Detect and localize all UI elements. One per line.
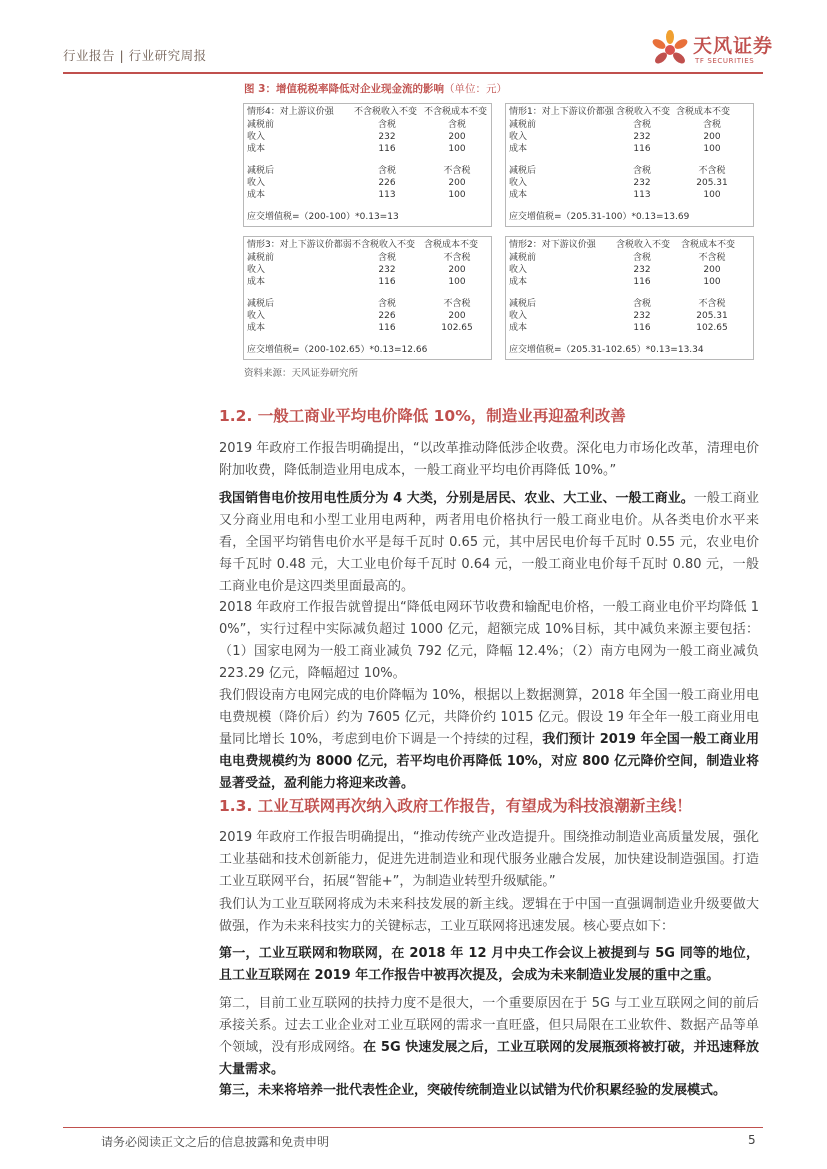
panel-formula: 应交增值税=（200-100）*0.13=13 [247,212,399,222]
panel-title: 情形3：对上下游议价都弱 [247,240,352,250]
cell: 不含税 [443,166,471,176]
cell: 200 [448,311,466,321]
cell: 100 [448,277,466,287]
row-label: 成本 [509,277,528,287]
cell: 113 [378,190,396,200]
header-breadcrumb: 行业报告 | 行业研究周报 [63,48,207,63]
cell: 200 [448,178,466,188]
cell: 含税 [632,253,651,263]
row-label: 收入 [509,311,528,321]
footer-disclaimer: 请务必阅读正文之后的信息披露和免责申明 [101,1135,330,1149]
cell: 205.31 [696,311,728,321]
row-label: 减税前 [247,253,275,263]
row-label: 减税后 [247,299,275,309]
paragraph: 2019 年政府工作报告明确提出，“以改革推动降低涉企收费。深化电力市场化改革，清理电价附加收费，降低制造业用电成本，一般工商业平均电价再降低 10%。” [219,441,759,478]
row-label: 减税前 [247,120,275,130]
cell: 232 [633,132,651,142]
logo-text-cn: 天风证券 [693,35,774,57]
section-heading-1-2: 1.2. 一般工商业平均电价降低 10%，制造业再迎盈利改善 [219,407,626,425]
paragraph: 2018 年政府工作报告就曾提出“降低电网环节收费和输配电价格，一般工商业电价平均降低 10%”，实行过程中实际减负超过 1000 亿元，超额完成 10%目标，其中减负来源主要包括：（1）国家电网为一般工商业减负 792 亿元，降幅 12.4%；（2）南方电网为一般工商业减负 223.29 亿元，降幅超过 10%。 [219,600,759,681]
cell: 102.65 [441,323,473,333]
col-header: 含税收入不变 [616,107,671,117]
company-logo [651,28,774,68]
cell: 不含税 [698,166,726,176]
cell: 116 [633,277,651,287]
col-header: 含税收入不变 [616,240,671,250]
row-label: 收入 [509,132,528,142]
row-label: 减税后 [247,166,275,176]
row-label: 成本 [247,277,266,287]
row-label: 减税前 [509,120,537,130]
bold-lead: 我国销售电价按用电性质分为 4 大类，分别是居民、农业、大工业、一般工商业。 [219,491,694,506]
cell: 含税 [632,299,651,309]
cell: 205.31 [696,178,728,188]
panel-formula: 应交增值税=（205.31-100）*0.13=13.69 [509,212,690,222]
row-label: 收入 [509,178,528,188]
paragraph: 2019 年政府工作报告明确提出，“推动传统产业改造提升。围绕推动制造业高质量发展，强化工业基础和技术创新能力，促进先进制造业和现代服务业融合发展，加快建设制造强国。打造工业互联网平台，拓展“智能+”，为制造业转型升级赋能。” [219,830,759,889]
row-label: 成本 [509,190,528,200]
cell: 不含税 [443,299,471,309]
cell: 116 [378,323,396,333]
row-label: 收入 [247,311,266,321]
panel-formula: 应交增值税=（205.31-102.65）*0.13=13.34 [509,345,704,355]
bold-conclusion: 我们预计 2019 年全国一般工商业用电电费规模约为 8000 亿元，若平均电价再降低 10%，对应 800 亿元降价空间，制造业将显著受益，盈利能力将迎来改善。 [219,732,759,791]
row-label: 成本 [509,323,528,333]
paragraph: 我们认为工业互联网将成为未来科技发展的新主线。逻辑在于中国一直强调制造业升级要做大做强，作为未来科技实力的关键标志，工业互联网将迅速发展。核心要点如下： [219,897,759,934]
cell: 200 [448,132,466,142]
flower-logo-icon [651,28,689,68]
scenario-panel [505,236,754,360]
header-divider [63,72,763,74]
row-label: 成本 [247,144,266,154]
col-header: 不含税收入不变 [354,107,418,117]
cell: 含税 [632,120,651,130]
cell: 含税 [377,120,396,130]
footer-divider [63,1127,763,1128]
panel-title: 情形4：对上游议价强 [247,107,334,117]
cell: 226 [378,311,396,321]
paragraph: 我们假设南方电网完成的电价降幅为 10%，根据以上数据测算，2018 年全国一般工商业用电电费规模（降价后）约为 7605 亿元，共降价约 1015 亿元。假设 19 年全年一般工商业用电量同比增长 10%，考虑到电价下调是一个持续的过程，我们预计 2019 年全国一般工商业用电电费规模约为 8000 亿元，若平均电价再降低 10%，对应 800 亿元降价空间，制造业将显著受益，盈利能力将迎来改善。 [219,688,759,791]
cell: 113 [633,190,651,200]
cell: 226 [378,178,396,188]
cell: 不含税 [698,299,726,309]
paragraph: 我国销售电价按用电性质分为 4 大类，分别是居民、农业、大工业、一般工商业。一般工商业又分商业用电和小型工业用电两种，两者用电价格执行一般工商业电价。从各类电价水平来看，全国平均销售电价水平是每千瓦时 0.65 元，其中居民电价每千瓦时 0.55 元，农业电价每千瓦时 0.48 元，大工业电价每千瓦时 0.64 元，一般工商业电价每千瓦时 0.80 元，一般工商业电价是这四类里面最高的。 [219,491,759,594]
panel-title: 情形2：对下游议价强 [509,240,596,250]
row-label: 收入 [247,132,266,142]
cell: 232 [633,178,651,188]
cell: 不含税 [698,253,726,263]
cell: 100 [703,277,721,287]
row-label: 减税后 [509,166,537,176]
col-header: 含税成本不变 [424,240,479,250]
row-label: 成本 [247,323,266,333]
cell: 116 [378,277,396,287]
cell: 116 [633,323,651,333]
paragraph: 第二，目前工业互联网的扶持力度不是很大，一个重要原因在于 5G 与工业互联网之间的前后承接关系。过去工业企业对工业互联网的需求一直旺盛，但只局限在工业软件、数据产品等单个领域，没有形成网络。在 5G 快速发展之后，工业互联网的发展瓶颈将被打破，并迅速释放大量需求。 [219,996,759,1077]
cell: 232 [378,132,396,142]
row-label: 收入 [247,178,266,188]
page-number: 5 [748,1133,756,1147]
scenario-panel [243,236,492,360]
bold-conclusion: 在 5G 快速发展之后，工业互联网的发展瓶颈将被打破，并迅速释放大量需求。 [219,1040,759,1077]
cell: 200 [703,265,721,275]
cell: 含税 [447,120,466,130]
cell: 含税 [702,120,721,130]
cell: 100 [448,190,466,200]
cell: 含税 [632,166,651,176]
col-header: 含税成本不变 [676,107,731,117]
row-label: 成本 [509,144,528,154]
row-label: 减税前 [509,253,537,263]
row-label: 收入 [247,265,266,275]
col-header: 不含税成本不变 [424,107,488,117]
cell: 不含税 [443,253,471,263]
cell: 232 [633,311,651,321]
cell: 116 [378,144,396,154]
cell: 100 [448,144,466,154]
scenario-panel [505,103,754,227]
row-label: 收入 [509,265,528,275]
panel-title: 情形1：对上下游议价都强 [509,107,614,117]
col-header: 不含税收入不变 [352,240,416,250]
logo-text-en: TF SECURITIES [695,57,755,65]
cell: 232 [378,265,396,275]
row-label: 减税后 [509,299,537,309]
section-heading-1-3: 1.3. 工业互联网再次纳入政府工作报告，有望成为科技浪潮新主线！ [219,797,692,815]
cell: 100 [703,144,721,154]
cell: 含税 [377,299,396,309]
cell: 232 [633,265,651,275]
cell: 200 [448,265,466,275]
figure-caption: 图 3：增值税税率降低对企业现金流的影响（单位：元） [244,83,507,95]
panel-formula: 应交增值税=（200-102.65）*0.13=12.66 [247,345,428,355]
cell: 102.65 [696,323,728,333]
scenario-panel [243,103,492,227]
figure-source: 资料来源：天风证券研究所 [244,368,359,379]
row-label: 成本 [247,190,266,200]
cell: 含税 [377,253,396,263]
paragraph-bold: 第一，工业互联网和物联网，在 2018 年 12 月中央工作会议上被提到与 5G 同等的地位，且工业互联网在 2019 年工作报告中被再次提及，会成为未来制造业发展的重中之重。 [219,946,759,983]
col-header: 含税成本不变 [681,240,736,250]
cell: 116 [633,144,651,154]
cell: 200 [703,132,721,142]
cell: 100 [703,190,721,200]
paragraph-bold: 第三，未来将培养一批代表性企业，突破传统制造业以试错为代价积累经验的发展模式。 [219,1083,727,1098]
cell: 含税 [377,166,396,176]
